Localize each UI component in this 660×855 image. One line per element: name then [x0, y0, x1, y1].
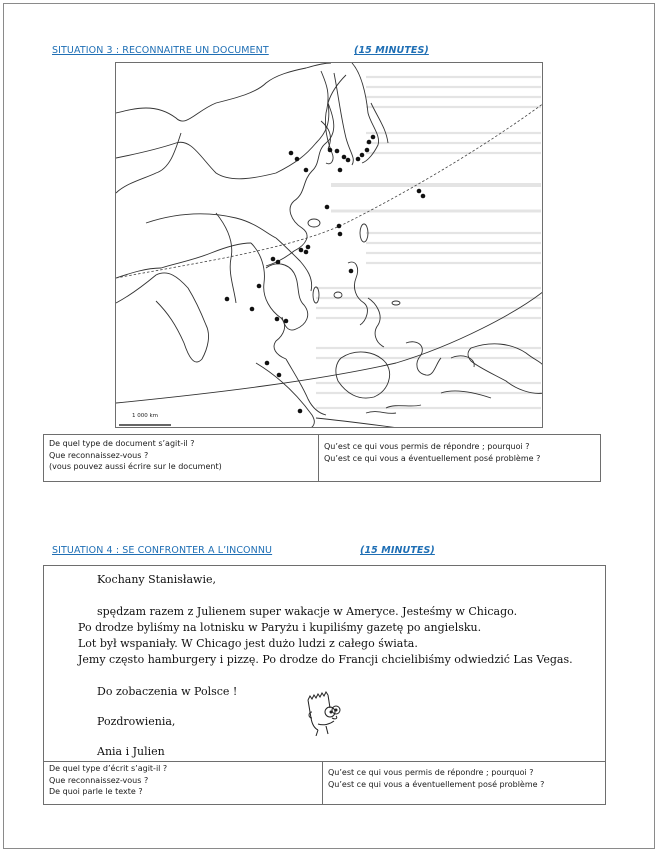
letter-line: Lot był wspaniały. W Chicago jest dużo ludzi z całego świata.: [78, 637, 418, 650]
questions-right-column: [318, 435, 600, 481]
question: Que reconnaissez-vous ?: [49, 450, 149, 460]
situation-3-duration: (15 MINUTES): [354, 45, 429, 56]
asia-map-image: [116, 63, 543, 428]
situation-4-duration: (15 MINUTES): [360, 545, 435, 556]
question: Qu’est ce qui vous permis de répondre ; pourquoi ?: [328, 768, 534, 777]
situation-3-title: SITUATION 3 : RECONNAITRE UN DOCUMENT: [52, 45, 269, 56]
question: (vous pouvez aussi écrire sur le document): [49, 462, 222, 471]
question: Que reconnaissez-vous ?: [49, 775, 149, 785]
situation-3-questions-table: [43, 434, 601, 482]
letter-regards: Pozdrowienia,: [97, 715, 176, 728]
situation-4-questions-table: [43, 761, 606, 805]
question: Qu’est ce qui vous permis de répondre ; pourquoi ?: [324, 442, 530, 451]
letter-farewell: Do zobaczenia w Polsce !: [97, 685, 238, 698]
question: De quoi parle le texte ?: [49, 787, 143, 796]
letter-signature: Ania i Julien: [97, 745, 165, 758]
question: Qu’est ce qui vous a éventuellement posé problème ?: [328, 779, 545, 789]
asia-map: [115, 62, 543, 428]
questions-left-column: [44, 435, 318, 481]
polish-letter: [43, 565, 606, 761]
question: De quel type d’écrit s’agit-il ?: [49, 764, 168, 773]
map-scale-label: 1 000 km: [132, 413, 159, 419]
letter-line: spędzam razem z Julienem super wakacje w Ameryce. Jesteśmy w Chicago.: [97, 605, 518, 618]
cartoon-boy-icon: [302, 688, 344, 736]
letter-greeting: Kochany Stanisławie,: [97, 573, 216, 586]
questions-left-column: [44, 762, 322, 804]
question: De quel type de document s’agit-il ?: [49, 439, 195, 448]
situation-4-title: SITUATION 4 : SE CONFRONTER A L’INCONNU: [52, 545, 273, 556]
letter-line: Jemy często hamburgery i pizzę. Po drodze do Francji chcielibiśmy odwiedzić Las Vegas.: [78, 653, 573, 666]
question: Qu’est ce qui vous a éventuellement posé problème ?: [324, 453, 541, 463]
letter-line: Po drodze byliśmy na lotnisku w Paryżu i kupiliśmy gazetę po angielsku.: [78, 621, 482, 634]
questions-right-column: [322, 762, 605, 804]
